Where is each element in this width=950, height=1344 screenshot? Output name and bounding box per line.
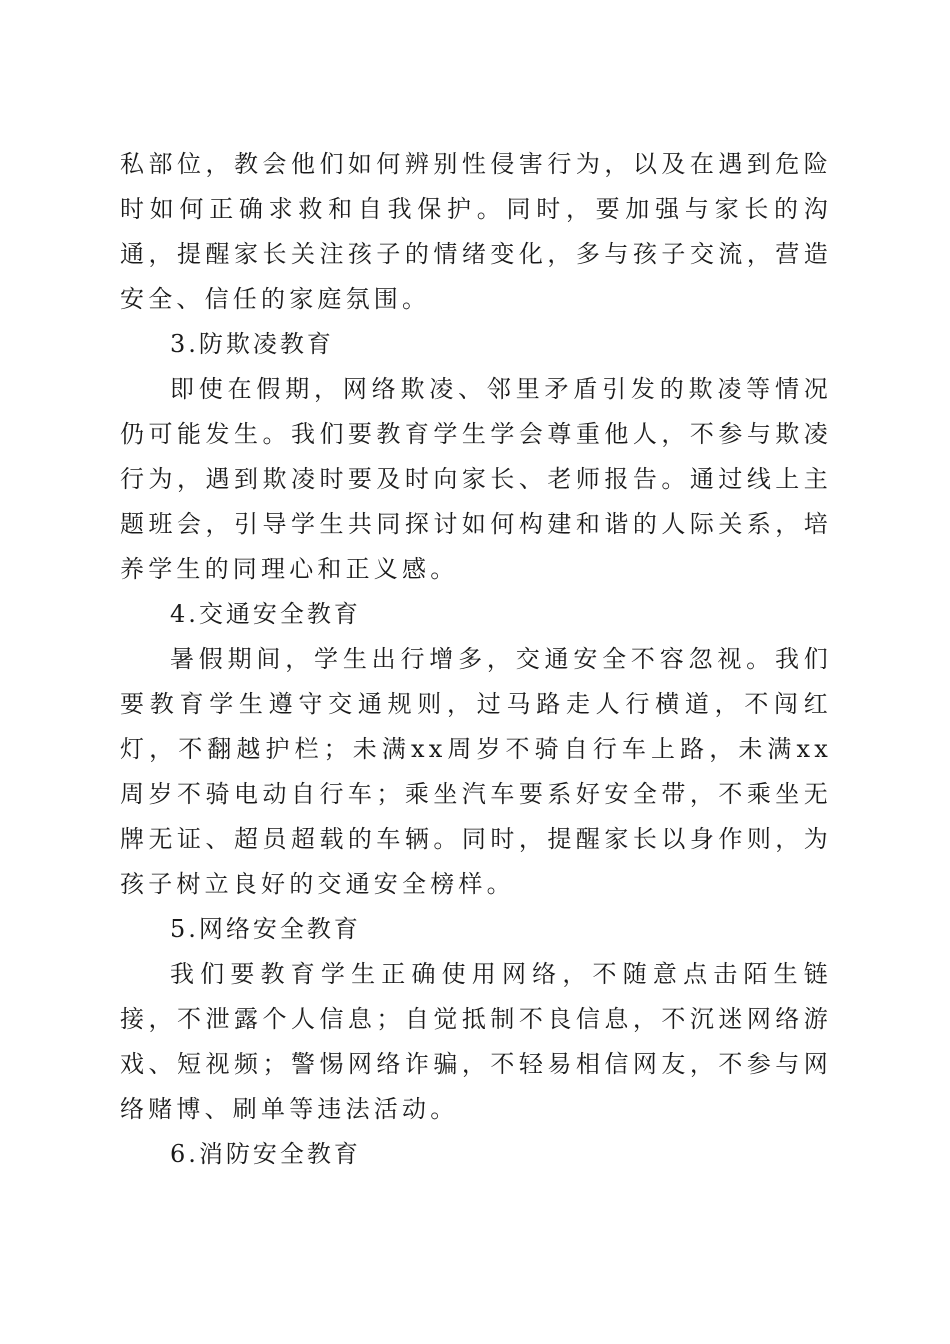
section-heading-network-safety: 5.网络安全教育 bbox=[170, 915, 361, 943]
section-heading-traffic-safety: 4.交通安全教育 bbox=[170, 600, 361, 628]
paragraph-continuation: 私部位，教会他们如何辨别性侵害行为，以及在遇到危险时如何正确求救和自我保护。同时，要加强与家长的沟通，提醒家长关注孩子的情绪变化，多与孩子交流，营造安全、信任的家庭氛围。 bbox=[120, 150, 832, 313]
document-page bbox=[120, 142, 832, 1177]
paragraph-network-safety: 我们要教育学生正确使用网络，不随意点击陌生链接，不泄露个人信息；自觉抵制不良信息，不沉迷网络游戏、短视频；警惕网络诈骗，不轻易相信网友，不参与网络赌博、刷单等违法活动。 bbox=[120, 960, 832, 1123]
section-heading-fire-safety: 6.消防安全教育 bbox=[170, 1140, 361, 1168]
section-heading-anti-bullying: 3.防欺凌教育 bbox=[170, 330, 334, 358]
paragraph-anti-bullying: 即使在假期，网络欺凌、邻里矛盾引发的欺凌等情况仍可能发生。我们要教育学生学会尊重他人，不参与欺凌行为，遇到欺凌时要及时向家长、老师报告。通过线上主题班会，引导学生共同探讨如何构建和谐的人际关系，培养学生的同理心和正义感。 bbox=[120, 375, 832, 583]
paragraph-traffic-safety: 暑假期间，学生出行增多，交通安全不容忽视。我们要教育学生遵守交通规则，过马路走人行横道，不闯红灯，不翻越护栏；未满xx周岁不骑自行车上路，未满xx周岁不骑电动自行车；乘坐汽车要系好安全带，不乘坐无牌无证、超员超载的车辆。同时，提醒家长以身作则，为孩子树立良好的交通安全榜样。 bbox=[120, 645, 832, 898]
